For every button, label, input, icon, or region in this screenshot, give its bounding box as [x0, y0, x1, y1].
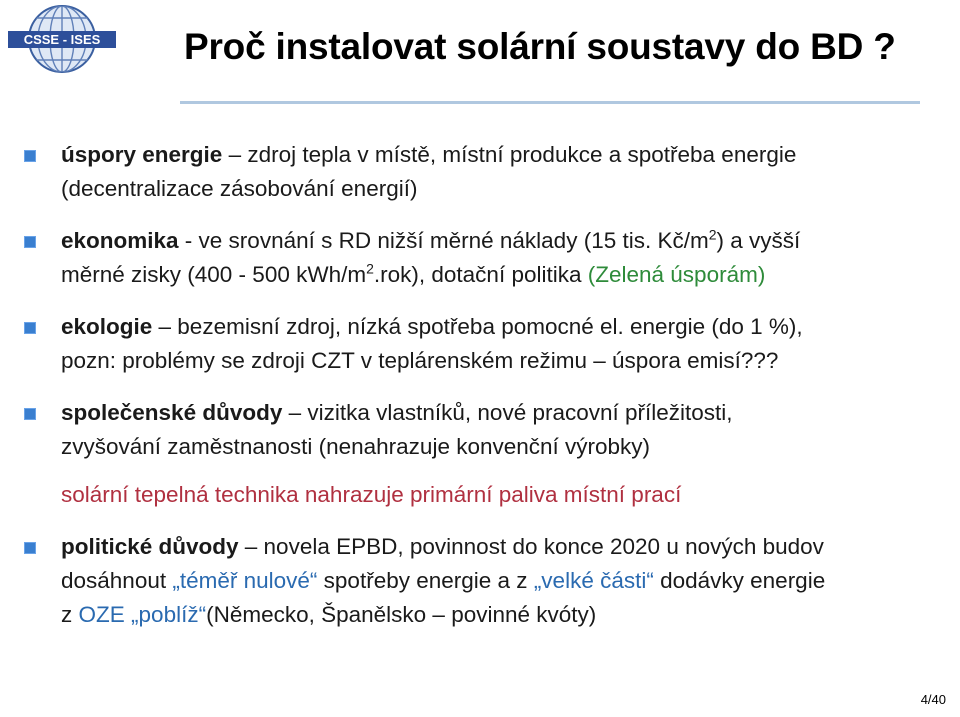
acronym: OZE [78, 602, 125, 627]
page-number: 4/40 [920, 692, 946, 707]
square-bullet-icon [24, 150, 36, 162]
logo-text: CSSE - ISES [23, 32, 101, 47]
square-bullet-icon [24, 236, 36, 248]
logo [8, 4, 116, 74]
bullet-item-social [22, 396, 932, 512]
superscript: 2 [366, 260, 374, 277]
superscript: 2 [708, 226, 717, 243]
text: – zdroj tepla v místě, místní produkce a spotřeba energie [222, 142, 797, 167]
bullet-list [22, 138, 932, 632]
quoted-term: „téměř nulové“ [172, 568, 318, 593]
text: z [61, 602, 79, 627]
subsidy-program-name: (Zelená úsporám) [587, 262, 766, 287]
text: zvyšování zaměstnanosti (nenahrazuje konvenční výrobky) [61, 434, 651, 459]
keyword: společenské důvody [61, 400, 283, 425]
line [61, 138, 932, 172]
keyword: politické důvody [61, 534, 239, 559]
text: .rok), dotační politika [373, 262, 588, 287]
line [61, 396, 932, 430]
text: ) a vyšší [716, 228, 801, 253]
keyword: ekologie [61, 314, 153, 339]
bullet-item-political [22, 530, 932, 632]
line [61, 172, 932, 206]
text: – bezemisní zdroj, nízká spotřeba pomocné el. energie (do 1 %), [152, 314, 803, 339]
square-bullet-icon [24, 408, 36, 420]
line [61, 344, 932, 378]
keyword: ekonomika [61, 228, 179, 253]
line [61, 478, 932, 512]
bullet-item-ecology [22, 310, 932, 378]
text: (Německo, Španělsko – povinné kvóty) [206, 602, 597, 627]
text: dodávky energie [653, 568, 826, 593]
line [61, 564, 932, 598]
line [61, 310, 932, 344]
line [61, 598, 932, 632]
text: – novela EPBD, povinnost do konce 2020 u nových budov [238, 534, 824, 559]
text: (decentralizace zásobování energií) [61, 176, 418, 201]
keyword: úspory energie [61, 142, 223, 167]
line [61, 258, 932, 292]
page-title: Proč instalovat solární soustavy do BD ? [184, 26, 896, 67]
title-divider [180, 101, 920, 104]
line [61, 530, 932, 564]
text: dosáhnout [61, 568, 173, 593]
text: – vizitka vlastníků, nové pracovní příležitosti, [282, 400, 733, 425]
square-bullet-icon [24, 542, 36, 554]
bullet-item-economy [22, 224, 932, 292]
text: měrné zisky (400 - 500 kWh/m [61, 262, 367, 287]
square-bullet-icon [24, 322, 36, 334]
line [61, 224, 932, 258]
highlight-text: solární tepelná technika nahrazuje primární paliva místní prací [61, 482, 682, 507]
quoted-term: „poblíž“ [131, 602, 207, 627]
bullet-item-energy-savings [22, 138, 932, 206]
text: spotřeby energie a z [317, 568, 534, 593]
line [61, 430, 932, 464]
text: pozn: problémy se zdroji CZT v teplárenském režimu – úspora emisí??? [61, 348, 779, 373]
quoted-term: „velké části“ [533, 568, 654, 593]
text: - ve srovnání s RD nižší měrné náklady (15 tis. Kč/m [178, 228, 709, 253]
